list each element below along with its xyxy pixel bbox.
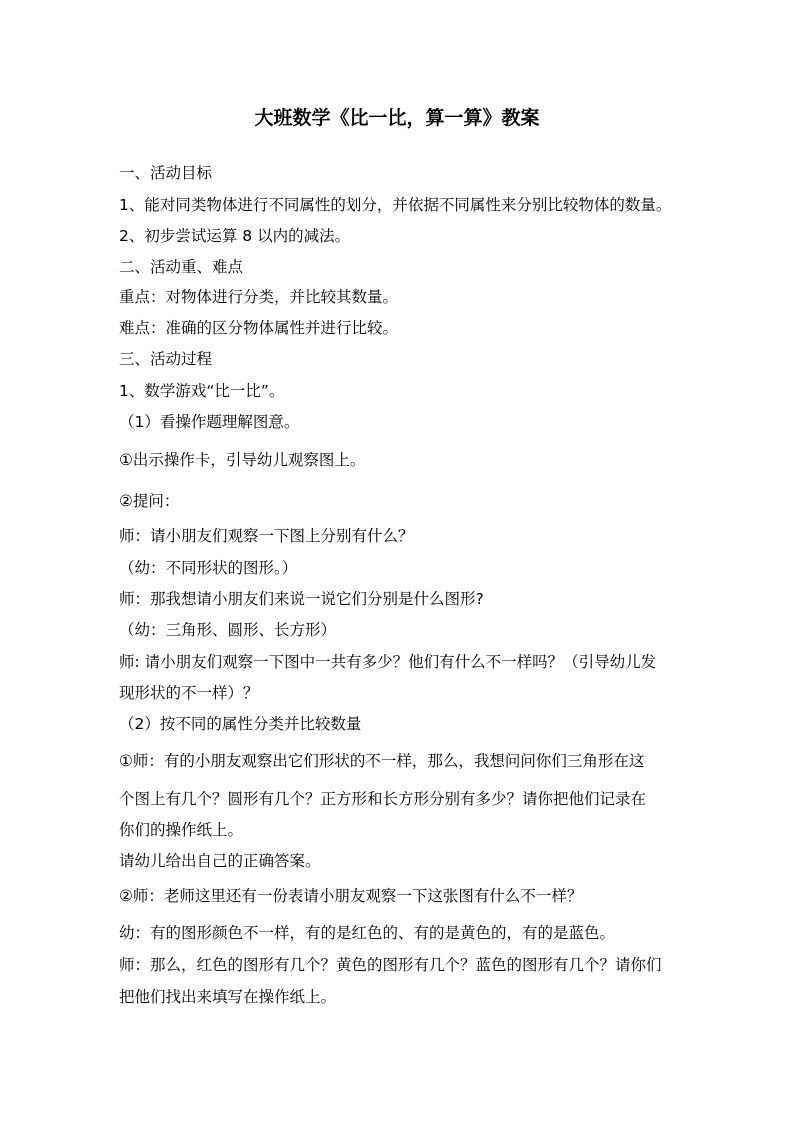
text-line: 请幼儿给出自己的正确答案。 xyxy=(119,852,321,870)
text-line: 师：那么，红色的图形有几个？黄色的图形有几个？蓝色的图形有几个？请你们 xyxy=(119,956,662,974)
text-line: 幼：有的图形颜色不一样，有的是红色的、有的是黄色的，有的是蓝色。 xyxy=(119,924,616,942)
text-line: 1、能对同类物体进行不同属性的划分，并依据不同属性来分别比较物体的数量。 xyxy=(119,196,672,214)
text-line: （2）按不同的属性分类并比较数量 xyxy=(119,715,362,733)
text-line: ①出示操作卡，引导幼儿观察图上。 xyxy=(119,451,366,469)
text-line: 师：那我想请小朋友们来说一说它们分别是什么图形? xyxy=(119,590,484,608)
text-line: 把他们找出来填写在操作纸上。 xyxy=(119,988,337,1006)
text-line: （幼：三角形、圆形、长方形） xyxy=(119,621,337,639)
text-line: （1）看操作题理解图意。 xyxy=(119,413,300,431)
section-heading-key-points: 二、活动重、难点 xyxy=(119,258,244,276)
text-line: 师：请小朋友们观察一下图上分别有什么？ xyxy=(119,527,414,545)
text-line: ①师：有的小朋友观察出它们形状的不一样，那么，我想问问你们三角形在这 xyxy=(119,752,645,770)
text-line: 现形状的不一样）？ xyxy=(119,684,259,702)
text-line: ②师：老师这里还有一份表请小朋友观察一下这张图有什么不一样？ xyxy=(119,887,583,905)
text-line: 2、初步尝试运算 8 以内的减法。 xyxy=(119,227,351,245)
text-line: 个图上有几个？圆形有几个？正方形和长方形分别有多少？请你把他们记录在 xyxy=(119,790,647,808)
text-line: （幼：不同形状的图形。） xyxy=(119,559,298,577)
text-line: 1、数学游戏“比一比”。 xyxy=(119,382,285,400)
section-heading-objectives: 一、活动目标 xyxy=(119,164,213,182)
text-line: 师: 请小朋友们观察一下图中一共有多少？他们有什么不一样吗？（引导幼儿发 xyxy=(119,653,657,671)
document-title: 大班数学《比一比，算一算》教案 xyxy=(254,107,540,129)
text-line: 重点：对物体进行分类，并比较其数量。 xyxy=(119,288,399,306)
text-line: ②提问： xyxy=(119,492,180,510)
text-line: 你们的操作纸上。 xyxy=(119,821,244,839)
section-heading-process: 三、活动过程 xyxy=(119,350,213,368)
text-line: 难点：准确的区分物体属性并进行比较。 xyxy=(119,319,399,337)
